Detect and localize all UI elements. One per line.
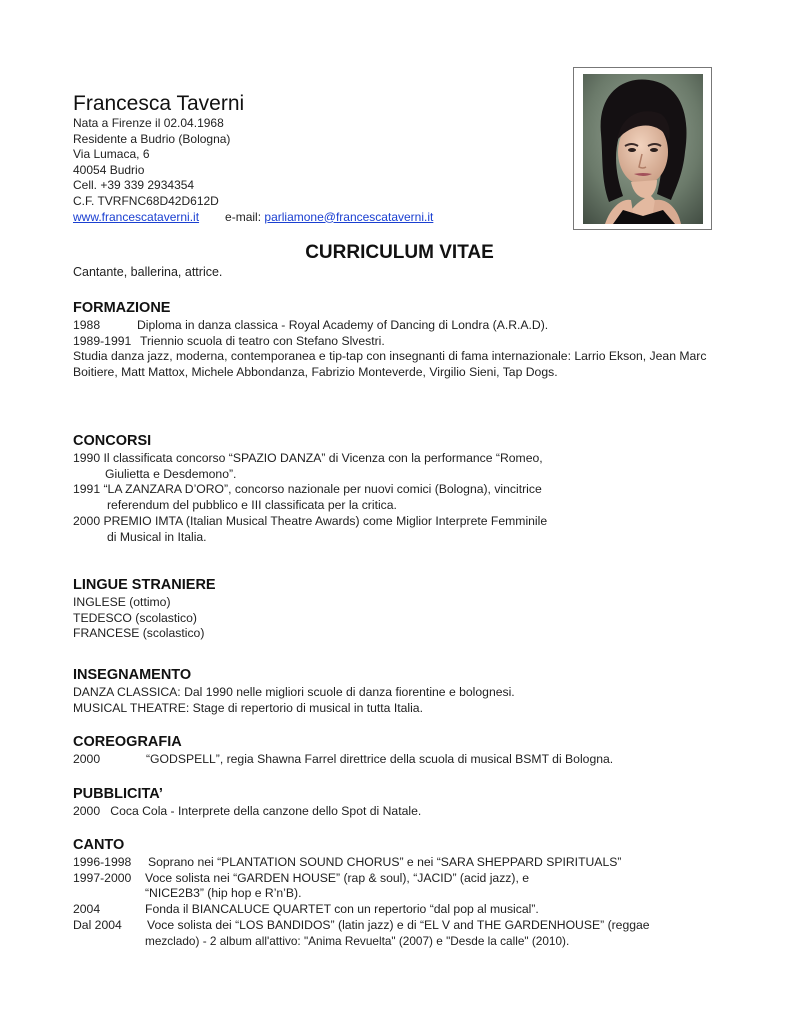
list-item: FRANCESE (scolastico) xyxy=(73,626,205,641)
item-text-cont: Giulietta e Desdemono”. xyxy=(105,466,237,481)
year-label: 2000 xyxy=(73,752,101,766)
list-item: TEDESCO (scolastico) xyxy=(73,610,197,625)
item-text: 1990 Il classificata concorso “SPAZIO DANZA” di Vicenza con la performance “Romeo, xyxy=(73,451,543,465)
email-label: e-mail: xyxy=(225,209,262,224)
birth-info: Nata a Firenze il 02.04.1968 xyxy=(73,116,224,130)
section-canto xyxy=(73,836,723,949)
item-text: “GODSPELL”, regia Shawna Farrel direttrice della scuola di musical BSMT di Bologna. xyxy=(146,752,614,766)
section-heading: CONCORSI xyxy=(73,433,152,449)
phone-number: Cell. +39 339 2934354 xyxy=(73,178,195,193)
section-heading: COREOGRAFIA xyxy=(73,734,182,750)
cv-title xyxy=(0,242,791,264)
training-paragraph: Studia danza jazz, moderna, contemporanea e tip-tap con insegnanti di fama internazionale: Larrio Ekson, Jean Marc Boitiere, Matt Mattox, Michele Abbondanza, Fabrizio Monteverde, Virgilio Sieni, Tap Dogs. xyxy=(73,349,707,380)
item-text-cont: “NICE2B3” (hip hop e R’n’B). xyxy=(145,886,302,901)
section-heading: FORMAZIONE xyxy=(73,300,171,316)
list-item xyxy=(73,918,723,934)
contact-info xyxy=(73,116,433,225)
website-link[interactable]: www.francescataverni.it xyxy=(73,209,200,224)
section-heading: INSEGNAMENTO xyxy=(73,667,192,683)
item-text-cont: referendum del pubblico e III classificata per la critica. xyxy=(107,498,397,513)
list-item xyxy=(73,752,723,768)
item-text: Voce solista dei “LOS BANDIDOS” (latin jazz) e di “EL V and THE GARDENHOUSE” (reggae xyxy=(147,917,650,932)
section-pubblicita xyxy=(73,785,723,820)
item-text: 1991 “LA ZANZARA D’ORO”, concorso nazionale per nuovi comici (Bologna), vincitrice xyxy=(73,482,542,497)
year-label: 1989-1991 xyxy=(73,333,132,348)
section-concorsi xyxy=(73,432,723,545)
item-text: Triennio scuola di teatro con Stefano Slvestri. xyxy=(140,333,385,348)
list-item xyxy=(73,451,723,482)
list-item: 2000 Coca Cola - Interprete della canzone dello Spot di Natale. xyxy=(73,804,422,818)
item-text: 2000 PREMIO IMTA (Italian Musical Theatre Awards) come Miglior Interprete Femminile xyxy=(73,513,548,528)
list-item: MUSICAL THEATRE: Stage di repertorio di musical in tutta Italia. xyxy=(73,700,423,715)
list-item xyxy=(73,855,723,871)
year-label: 2004 xyxy=(73,902,101,917)
item-text: Fonda il BIANCALUCE QUARTET con un repertorio “dal pop al musical”. xyxy=(145,902,539,917)
street-address: Via Lumaca, 6 xyxy=(73,147,150,162)
year-label: 1997-2000 xyxy=(73,870,132,885)
portrait-photo xyxy=(583,74,703,224)
item-text-cont: mezclado) - 2 album all'attivo: "Anima Revuelta" (2007) e "Desde la calle" (2010). xyxy=(145,933,570,948)
portrait-frame xyxy=(573,67,712,230)
section-heading: LINGUE STRANIERE xyxy=(73,577,216,593)
list-item xyxy=(73,334,723,350)
list-item xyxy=(73,482,723,513)
section-heading: CANTO xyxy=(73,837,125,853)
cv-title-text: CURRICULUM VITAE xyxy=(305,242,494,263)
item-text: Voce solista nei “GARDEN HOUSE” (rap & soul), “JACID” (acid jazz), e xyxy=(145,870,530,885)
person-name: Francesca Taverni xyxy=(73,92,245,115)
list-item xyxy=(73,902,723,918)
list-item xyxy=(73,318,723,334)
intro-line: Cantante, ballerina, attrice. xyxy=(73,265,223,279)
section-insegnamento xyxy=(73,666,723,716)
section-coreografia xyxy=(73,733,723,768)
list-item xyxy=(73,514,723,545)
section-heading: PUBBLICITA’ xyxy=(73,786,163,802)
year-label: 1996-1998 xyxy=(73,855,132,869)
fiscal-code: C.F. TVRFNC68D42D612D xyxy=(73,193,219,208)
residence-info: Residente a Budrio (Bologna) xyxy=(73,131,231,146)
year-label: Dal 2004 xyxy=(73,917,122,932)
list-item: DANZA CLASSICA: Dal 1990 nelle migliori scuole di danza fiorentine e bolognesi. xyxy=(73,685,515,699)
list-item: INGLESE (ottimo) xyxy=(73,595,171,609)
item-text-cont: di Musical in Italia. xyxy=(107,529,207,544)
email-link[interactable]: parliamone@francescataverni.it xyxy=(264,209,434,224)
postal-city: 40054 Budrio xyxy=(73,162,145,177)
section-formazione xyxy=(73,299,723,381)
year-label: 1988 xyxy=(73,318,101,332)
list-item xyxy=(73,871,723,887)
links-line xyxy=(73,210,433,226)
section-lingue xyxy=(73,576,723,642)
item-text: Diploma in danza classica - Royal Academy of Dancing di Londra (A.R.A.D). xyxy=(137,318,549,332)
item-text: Soprano nei “PLANTATION SOUND CHORUS” e nei “SARA SHEPPARD SPIRITUALS” xyxy=(148,855,622,869)
